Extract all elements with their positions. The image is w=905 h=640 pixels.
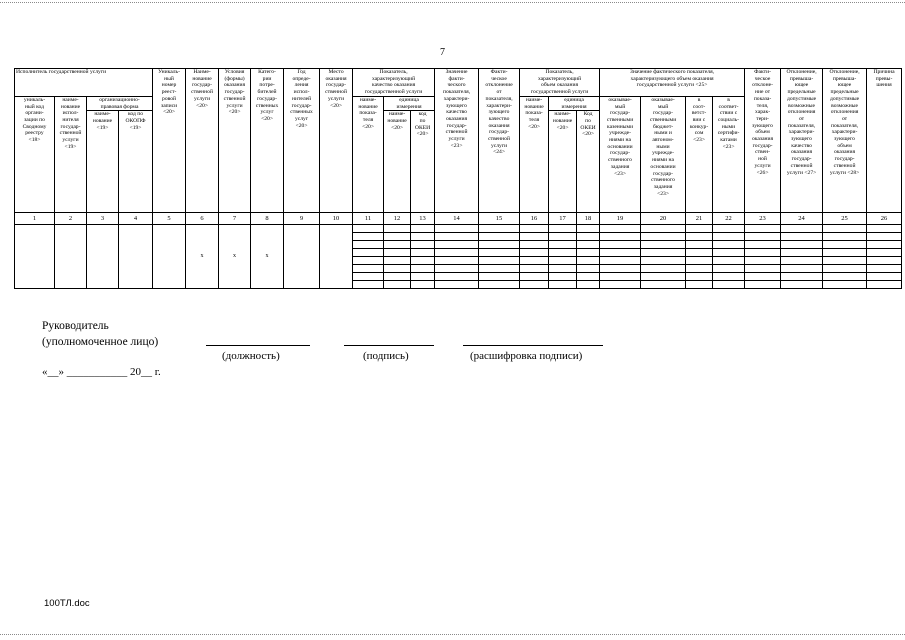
table-cell (713, 241, 745, 249)
table-cell (686, 225, 713, 233)
table-cell (600, 241, 641, 249)
table-cell (353, 225, 384, 233)
table-cell (823, 225, 867, 233)
table-cell (600, 233, 641, 241)
column-number: 22 (713, 213, 745, 225)
table-cell (520, 281, 549, 289)
table-cell (867, 241, 902, 249)
table-cell (745, 265, 781, 273)
table-cell (867, 257, 902, 265)
header-volume-unit-name: наиме- нование <20> (549, 111, 577, 213)
table-cell (867, 273, 902, 281)
table-cell (686, 281, 713, 289)
column-number: 15 (479, 213, 520, 225)
table-cell (600, 281, 641, 289)
table-cell (520, 241, 549, 249)
table-cell (713, 233, 745, 241)
header-quality-actual-deviation: Факти- ческое отклонение от показателя, характери- зующего качество оказания государ- ственной услуги <24> (479, 69, 520, 213)
header-volume-by-state-institutions: оказывае- мый государ- ственными казенными учрежде- ниями на основании государ- ственного задания <23> (600, 96, 641, 212)
column-number: 25 (823, 213, 867, 225)
position-line (206, 344, 310, 346)
footer-file-name: 100ТЛ.doc (44, 598, 90, 609)
table-cell (781, 241, 823, 249)
table-cell (87, 225, 119, 289)
header-org-form-name: наиме- нование <19> (87, 111, 119, 213)
table-cell (600, 257, 641, 265)
header-volume-actual-deviation: Факти- ческое отклоне- ние от показа- теля, харак- тери- зующего объем оказания государ- ствен- ной услуги <26> (745, 69, 781, 213)
table-cell (353, 273, 384, 281)
table-cell (713, 225, 745, 233)
table-cell (781, 281, 823, 289)
header-org-legal-form: организационно- правовая форма (87, 96, 153, 110)
column-number: 20 (641, 213, 686, 225)
x-mark-cell: х (219, 225, 251, 289)
header-volume-exceeding-deviation: Отклонение, превыша- ющее предельные допустимые возможные отклонения от показателя, характери- зующего объем оказания государ- ственной услуги <28> (823, 69, 867, 213)
table-cell (823, 249, 867, 257)
header-quality-okei-code: код по ОКЕИ <20> (411, 111, 435, 213)
table-cell (577, 233, 600, 241)
table-cell (479, 241, 520, 249)
table-cell (411, 241, 435, 249)
table-cell (55, 225, 87, 289)
table-cell (479, 225, 520, 233)
header-row-1 (15, 69, 902, 97)
column-number: 12 (384, 213, 411, 225)
table-cell (745, 241, 781, 249)
header-unique-reg-no: Уникаль- ный номер реест- ровой записи <20> (153, 69, 186, 213)
page-number: 7 (440, 47, 445, 58)
table-cell (823, 257, 867, 265)
column-number: 14 (435, 213, 479, 225)
table-cell (686, 233, 713, 241)
column-number: 13 (411, 213, 435, 225)
table-cell (411, 249, 435, 257)
column-number: 21 (686, 213, 713, 225)
column-number: 18 (577, 213, 600, 225)
header-volume-okei-code: Код по ОКЕИ <20> (577, 111, 600, 213)
column-number-row (15, 213, 902, 225)
table-cell (713, 281, 745, 289)
table-cell (353, 257, 384, 265)
position-caption: (должность) (222, 350, 280, 362)
header-consolidated-registry-code: уникаль- ный код органи- зации по Сводному реестру <18> (15, 96, 55, 212)
table-cell (479, 249, 520, 257)
table-cell (520, 225, 549, 233)
table-cell (867, 281, 902, 289)
signoff-block (42, 318, 158, 350)
header-quality-exceeding-deviation: Отклонение, превыша- ющее предельные допустимые возможные отклонения от показателя, характери- зующего качество оказания государ- ственной услуги <27> (781, 69, 823, 213)
table-cell (713, 249, 745, 257)
header-quality-indicator-group: Показатель, характеризующий качество оказания государственной услуги (353, 69, 435, 97)
column-number: 11 (353, 213, 384, 225)
table-cell (384, 273, 411, 281)
table-cell (577, 273, 600, 281)
header-volume-indicator-group: Показатель, характеризующий объем оказания государственной услуги (520, 69, 600, 97)
table-cell (867, 225, 902, 233)
table-cell (411, 257, 435, 265)
table-cell (686, 241, 713, 249)
header-quality-unit-group: единица измерения (384, 96, 435, 110)
table-cell (781, 273, 823, 281)
header-executor-group: Исполнитель государственной услуги (15, 69, 153, 97)
column-number: 7 (219, 213, 251, 225)
table-cell (713, 273, 745, 281)
table-row (15, 225, 902, 233)
table-cell (435, 233, 479, 241)
table-cell (353, 281, 384, 289)
table-cell (745, 249, 781, 257)
table-cell (435, 265, 479, 273)
column-number: 16 (520, 213, 549, 225)
table-cell (479, 265, 520, 273)
table-cell (745, 257, 781, 265)
table-cell (411, 225, 435, 233)
signature-line (344, 344, 434, 346)
table-cell (153, 225, 186, 289)
table-cell (745, 273, 781, 281)
table-cell (745, 233, 781, 241)
table-cell (600, 265, 641, 273)
table-cell (641, 265, 686, 273)
table-cell (353, 249, 384, 257)
table-cell (353, 233, 384, 241)
header-quality-indicator-name: наиме- нование показа- теля <20> (353, 96, 384, 212)
table-cell (713, 257, 745, 265)
head-title: Руководитель (42, 320, 109, 332)
table-cell (549, 257, 577, 265)
table-cell (479, 281, 520, 289)
column-number: 10 (320, 213, 353, 225)
table-cell (600, 249, 641, 257)
table-cell (867, 249, 902, 257)
header-volume-actual-value-group: Значение фактического показателя, характеризующего объем оказания государственной услуги <25> (600, 69, 745, 97)
header-volume-unit-group: единица измерения (549, 96, 600, 110)
table-cell (641, 273, 686, 281)
table-cell (384, 225, 411, 233)
table-cell (549, 225, 577, 233)
table-cell (435, 225, 479, 233)
header-place: Место оказания государ- ственной услуги <20> (320, 69, 353, 213)
table-cell (549, 273, 577, 281)
header-consumer-category: Катего- рии потре- бителей государ- ственных услуг <20> (251, 69, 284, 213)
table-cell (745, 281, 781, 289)
table-cell (520, 249, 549, 257)
column-number: 6 (186, 213, 219, 225)
column-number: 19 (600, 213, 641, 225)
table-cell (745, 225, 781, 233)
column-number: 9 (284, 213, 320, 225)
table-cell (641, 249, 686, 257)
table-cell (435, 257, 479, 265)
table-cell (549, 249, 577, 257)
column-number: 3 (87, 213, 119, 225)
table-cell (713, 265, 745, 273)
table-cell (549, 265, 577, 273)
table-cell (411, 265, 435, 273)
head-subtitle: (уполномоченное лицо) (42, 336, 159, 348)
header-quality-actual-value: Значение факти- ческого показателя, характери- зующего качество оказания государ- ственной услуги <23> (435, 69, 479, 213)
decoding-line (463, 344, 603, 346)
table-cell (549, 233, 577, 241)
table-cell (600, 273, 641, 281)
table-cell (686, 257, 713, 265)
table-cell (435, 281, 479, 289)
decoding-caption: (расшифровка подписи) (470, 350, 583, 362)
table-cell (549, 281, 577, 289)
table-cell (384, 241, 411, 249)
table-cell (520, 265, 549, 273)
column-number: 26 (867, 213, 902, 225)
table-cell (641, 241, 686, 249)
table-cell (549, 241, 577, 249)
table-cell (384, 233, 411, 241)
table-cell (384, 281, 411, 289)
table-cell (520, 233, 549, 241)
x-mark-cell: х (186, 225, 219, 289)
signature-caption: (подпись) (363, 350, 409, 362)
header-volume-by-social-certificates: в соответ- ствии с социаль- ными сертифи- катами <23> (713, 96, 745, 212)
header-executor-name: наиме- нование испол- нителя государ- ственной услуги <19> (55, 96, 87, 212)
table-cell (781, 265, 823, 273)
table-cell (781, 257, 823, 265)
table-cell (781, 249, 823, 257)
table-cell (867, 233, 902, 241)
x-mark-cell: х (251, 225, 284, 289)
table-cell (823, 273, 867, 281)
header-service-name: Наиме- нование государ- ственной услуги <20> (186, 69, 219, 213)
header-year-of-determination: Год опреде- ления испол- нителей государ- ственных услуг <20> (284, 69, 320, 213)
table-cell (686, 265, 713, 273)
table-cell (686, 273, 713, 281)
table-cell (15, 225, 55, 289)
header-quality-unit-name: наиме- нование <20> (384, 111, 411, 213)
table-cell (320, 225, 353, 289)
table-cell (479, 273, 520, 281)
column-number: 4 (119, 213, 153, 225)
header-conditions: Условия (формы) оказания государ- ственной услуги <20> (219, 69, 251, 213)
column-number: 24 (781, 213, 823, 225)
table-cell (479, 233, 520, 241)
table-cell (600, 225, 641, 233)
table-cell (411, 273, 435, 281)
table-cell (823, 265, 867, 273)
table-cell (641, 225, 686, 233)
header-volume-by-budget-autonomous: оказывае- мый государ- ственными бюджет- ными и автоном- ными учрежде- ниями на основании государ- ственного задания <23> (641, 96, 686, 212)
column-number: 1 (15, 213, 55, 225)
table-cell (577, 249, 600, 257)
date-line: «__» ___________ 20__ г. (42, 366, 161, 378)
table-cell (435, 241, 479, 249)
table-cell (577, 281, 600, 289)
header-volume-by-competition: в соот- ветст- вии с конкур- сом <23> (686, 96, 713, 212)
header-volume-indicator-name: наиме- нование показа- теля <20> (520, 96, 549, 212)
header-okopf-code: код по ОКОПФ <19> (119, 111, 153, 213)
header-exceeding-reason: Причина превы- шения (867, 69, 902, 213)
table-cell (577, 265, 600, 273)
column-number: 17 (549, 213, 577, 225)
table-cell (411, 281, 435, 289)
table-cell (119, 225, 153, 289)
table-cell (823, 281, 867, 289)
table-cell (353, 265, 384, 273)
table-cell (781, 225, 823, 233)
table-cell (686, 249, 713, 257)
column-number: 23 (745, 213, 781, 225)
table-cell (520, 257, 549, 265)
table-cell (577, 257, 600, 265)
table-cell (641, 281, 686, 289)
column-number: 8 (251, 213, 284, 225)
table-cell (353, 241, 384, 249)
table-cell (384, 265, 411, 273)
table-cell (641, 233, 686, 241)
report-table (14, 68, 902, 289)
table-cell (479, 257, 520, 265)
table-cell (411, 233, 435, 241)
table-cell (823, 233, 867, 241)
table-cell (384, 257, 411, 265)
table-cell (781, 233, 823, 241)
table-cell (435, 249, 479, 257)
table-cell (641, 257, 686, 265)
table-cell (284, 225, 320, 289)
table-cell (823, 241, 867, 249)
table-cell (577, 225, 600, 233)
table-cell (577, 241, 600, 249)
column-number: 5 (153, 213, 186, 225)
table-cell (520, 273, 549, 281)
page-top-border (0, 2, 905, 4)
table-cell (384, 249, 411, 257)
column-number: 2 (55, 213, 87, 225)
page-bottom-border (0, 634, 905, 636)
table-cell (867, 265, 902, 273)
table-cell (435, 273, 479, 281)
